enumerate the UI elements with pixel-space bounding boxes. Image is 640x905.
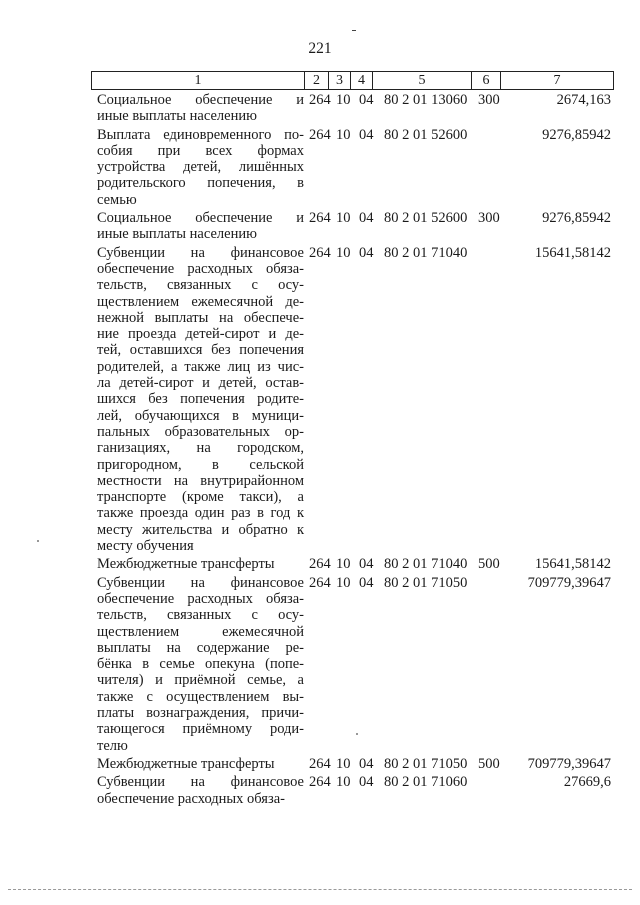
- cell-c5: 80 2 01 52600: [384, 210, 468, 227]
- row-name-line: шихся без попечения родите-: [97, 391, 304, 408]
- cell-c4: 04: [359, 756, 374, 772]
- row-name-line: тельств, связанных с осу-: [97, 277, 304, 294]
- row-name: [97, 774, 304, 807]
- cell-c5: 80 2 01 13060: [384, 92, 468, 108]
- cell-c5: 80 2 01 71060: [384, 774, 468, 791]
- cell-c5: 80 2 01 71050: [384, 756, 468, 772]
- row-name: [97, 127, 304, 208]
- row-name-line: ганизациях, на городском,: [97, 440, 304, 457]
- row-name-line: пригородном, в сельской: [97, 456, 304, 473]
- cell-c5: 80 2 01 71050: [384, 574, 468, 591]
- row-name-line: собия при всех формах: [97, 142, 304, 159]
- cell-c2: 264: [309, 210, 331, 227]
- cell-c2: 264: [309, 756, 331, 772]
- row-name-line: тельств, связанных с осу-: [97, 607, 304, 624]
- cell-c6: 300: [478, 210, 500, 227]
- top-mark: [352, 30, 356, 31]
- header-col-5: 5: [373, 72, 472, 90]
- cell-c2: 264: [309, 556, 331, 573]
- row-name-line: пальных образовательных ор-: [97, 423, 304, 440]
- cell-c6: 500: [478, 556, 500, 573]
- row-name-line: Субвенции на финансовое: [97, 244, 304, 261]
- row-name-line: тающегося приёмному роди-: [97, 721, 304, 738]
- cell-c3: 10: [336, 210, 351, 227]
- cell-c4: 04: [359, 210, 374, 227]
- row-name-line: также проезда один раз в год к: [97, 505, 304, 522]
- row-name-line: нежной выплаты на обеспече-: [97, 309, 304, 326]
- row-name-line: Субвенции на финансовое: [97, 574, 304, 591]
- row-name-line: платы вознаграждения, причи-: [97, 705, 304, 722]
- header-col-6: 6: [472, 72, 501, 90]
- scan-speck: [37, 540, 39, 542]
- row-name-line: лей, обучающихся в муници-: [97, 407, 304, 424]
- row-name-line: тей, оставшихся без попечения: [97, 342, 304, 359]
- row-name-line: семью: [97, 191, 137, 208]
- row-name-line: местности на внутрирайонном: [97, 472, 304, 489]
- cell-c7: 2674,163: [556, 92, 611, 108]
- cell-c5: 80 2 01 52600: [384, 126, 468, 143]
- cell-c7: 9276,85942: [542, 126, 611, 143]
- row-name-line: обеспечение расходных обяза-: [97, 590, 304, 607]
- cell-c2: 264: [309, 126, 331, 143]
- cell-c2: 264: [309, 92, 331, 108]
- table-header: [91, 71, 614, 90]
- row-name-line: Социальное обеспечение и: [97, 92, 304, 108]
- row-name-line: телю: [97, 737, 128, 754]
- row-name-line: обеспечение расходных обяза-: [97, 790, 285, 807]
- cell-c5: 80 2 01 71040: [384, 244, 468, 261]
- row-name-line: родителей, а также лиц из чис-: [97, 358, 304, 375]
- cell-c4: 04: [359, 244, 374, 261]
- row-name-line: ние проезда детей-сирот и де-: [97, 326, 304, 343]
- row-name-line: Межбюджетные трансферты: [97, 756, 275, 772]
- header-row: [92, 72, 614, 90]
- row-name: [97, 575, 304, 754]
- row-name-line: ществлением ежемесячной де-: [97, 293, 304, 310]
- cell-c3: 10: [336, 756, 351, 772]
- cell-c3: 10: [336, 126, 351, 143]
- cell-c4: 04: [359, 574, 374, 591]
- cell-c3: 10: [336, 774, 351, 791]
- row-name: [97, 556, 304, 572]
- cell-c7: 9276,85942: [542, 210, 611, 227]
- row-name-line: выплаты на содержание ре-: [97, 639, 304, 656]
- header-col-1: 1: [92, 72, 305, 90]
- cell-c3: 10: [336, 92, 351, 108]
- cell-c7: 709779,39647: [527, 756, 611, 772]
- cell-c3: 10: [336, 574, 351, 591]
- row-name: [97, 92, 304, 125]
- cell-c4: 04: [359, 556, 374, 573]
- row-name-line: Субвенции на финансовое: [97, 774, 304, 791]
- row-name-line: Социальное обеспечение и: [97, 210, 304, 227]
- cell-c3: 10: [336, 556, 351, 573]
- row-name-line: транспорте (кроме такси), а: [97, 489, 304, 506]
- cell-c7: 27669,6: [563, 774, 611, 791]
- cell-c2: 264: [309, 244, 331, 261]
- cell-c7: 15641,58142: [534, 244, 611, 261]
- page-number: 221: [308, 40, 332, 57]
- cell-c7: 15641,58142: [534, 556, 611, 573]
- row-name-line: месту обучения: [97, 538, 194, 555]
- row-name-line: иные выплаты населению: [97, 226, 257, 243]
- row-name-line: бёнка в семье опекуна (попе-: [97, 656, 304, 673]
- bottom-border: [8, 889, 632, 890]
- cell-c7: 709779,39647: [527, 574, 611, 591]
- scan-speck: [356, 733, 358, 735]
- row-name-line: устройства детей, лишённых: [97, 159, 304, 176]
- cell-c2: 264: [309, 574, 331, 591]
- header-col-3: 3: [329, 72, 351, 90]
- row-name-line: родительского попечения, в: [97, 175, 304, 192]
- row-name-line: ществлением ежемесячной: [97, 623, 304, 640]
- row-name-line: ла детей-сирот и детей, остав-: [97, 375, 304, 392]
- header-col-2: 2: [305, 72, 329, 90]
- cell-c5: 80 2 01 71040: [384, 556, 468, 573]
- row-name-line: Межбюджетные трансферты: [97, 556, 275, 573]
- cell-c3: 10: [336, 244, 351, 261]
- row-name-line: иные выплаты населению: [97, 108, 257, 125]
- row-name-line: чителя) и приёмной семье, а: [97, 672, 304, 689]
- cell-c2: 264: [309, 774, 331, 791]
- cell-c4: 04: [359, 92, 374, 108]
- header-col-7: 7: [501, 72, 614, 90]
- cell-c6: 500: [478, 756, 500, 772]
- row-name: [97, 756, 304, 772]
- row-name-line: обеспечение расходных обяза-: [97, 260, 304, 277]
- cell-c4: 04: [359, 774, 374, 791]
- row-name-line: месту жительства и обратно к: [97, 521, 304, 538]
- header-col-4: 4: [351, 72, 373, 90]
- row-name-line: также с осуществлением вы-: [97, 688, 304, 705]
- row-name: [97, 245, 304, 555]
- row-name-line: Выплата единовременного по-: [97, 126, 304, 143]
- cell-c4: 04: [359, 126, 374, 143]
- row-name: [97, 210, 304, 243]
- cell-c6: 300: [478, 92, 500, 108]
